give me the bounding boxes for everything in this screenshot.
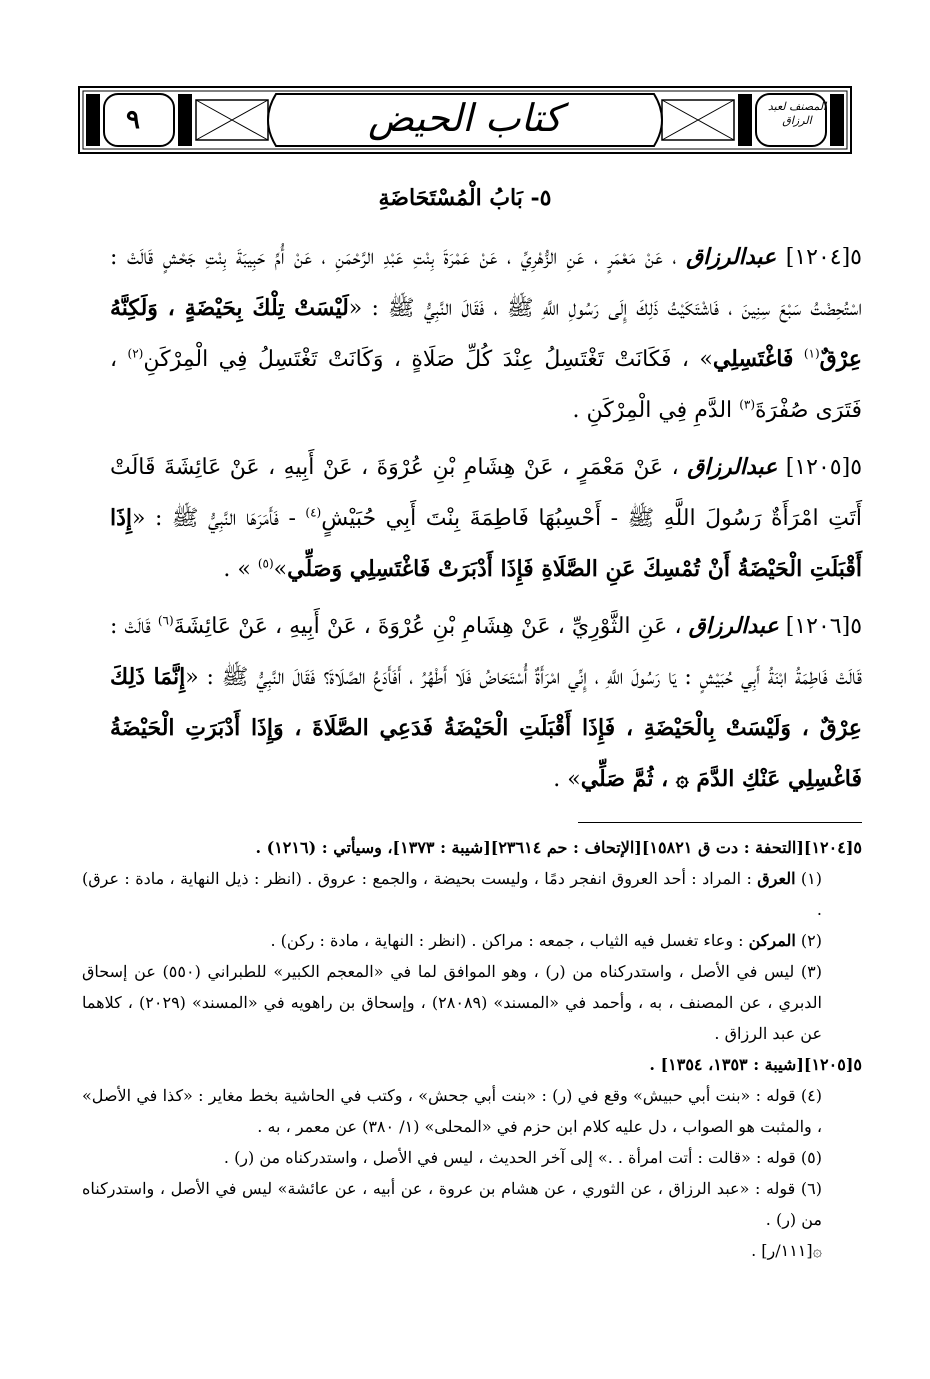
reference-line: ٥[١٢٠٥][شيبة : ١٣٥٣، ١٣٥٤] .: [649, 1055, 862, 1074]
footnote-number: (١): [800, 869, 822, 888]
narration-1205: [110, 442, 862, 595]
hadith-text: إِذَا أَقْبَلَتِ الْحَيْضَةُ أَنْ تُمْسِكَ عَنِ الصَّلَاةِ فَإِذَا أَدْبَرَتْ فَاغْتَسِلِي وَصَلِّي: [110, 505, 862, 582]
footnote-ref: (١): [803, 346, 820, 361]
reference-line: ٥[١٢٠٤][التحفة : دت ق ١٥٨٢١][الإتحاف : حم ٢٣٦١٤][شيبة : ١٣٧٣]، وسيأتي : (١٢١٦) .: [255, 838, 862, 857]
chapter-title: ٥- بَابُ الْمُسْتَحَاضَةِ: [378, 185, 552, 211]
footnote: [82, 1173, 862, 1235]
main-text: [110, 232, 862, 811]
narration-1204: [110, 232, 862, 436]
footnote-text: قوله : «قالت : أتت امرأة . .» إلى آخر الحديث ، ليس في الأصل ، واستدركناه من (ر) .: [223, 1148, 796, 1167]
book-title: كتاب الحيض: [368, 96, 562, 140]
narrator-name: عبدالرزاق: [686, 244, 777, 270]
footnote-text: قوله : «عبد الرزاق ، عن الثوري ، عن هشام بن عروة ، عن أبيه ، عن عائشة» ليس في الأصل ، واستدركناه من (ر) .: [82, 1179, 822, 1229]
footnote: [82, 925, 862, 956]
footnotes: [82, 832, 862, 1266]
footnote: [82, 956, 862, 1049]
book-emblem: المصنف لعبد الرزاق: [767, 100, 827, 127]
footnote: [82, 1142, 862, 1173]
footnote-ref: (٢): [127, 346, 144, 361]
footnote-text: : المراد : أحد العروق انفجر دمًا ، وليست بحيضة ، والجمع : عروق . (انظر : ذيل النهاية ، مادة : عرق) .: [82, 869, 822, 919]
narration-text: قَالَتْ : قَالَتْ فَاطِمَةُ ابْنَةُ أَبِي حُبَيْشٍ : يَا رَسُولَ اللَّهِ ، إِنِّي امْرَأَةٌ أُسْتَحَاضُ فَلَا أَطْهُرُ ، أَفَأَدَعُ الصَّلَاةَ؟ فَقَالَ النَّبِيُّ ﷺ : «: [110, 614, 862, 690]
narration-text: ، عَنْ مَعْمَرٍ ، عَنِ الزُّهْرِيِّ ، عَنْ عَمْرَةَ بِنْتِ عَبْدِ الرَّحْمَنِ ، عَنْ أُمِّ حَبِيبَةَ بِنْتِ جَحْشٍ قَالَتْ : اسْتُحِضْتُ سَبْعَ سِنِينَ ، فَاشْتَكَيْتُ ذَلِكَ إِلَى رَسُولِ اللَّهِ ﷺ ، فَقَالَ النَّبِيُّ ﷺ : «: [110, 245, 862, 321]
footnote-term: العرق: [757, 869, 796, 888]
narration-text: ، فَتَرَى صُفْرَةَ: [110, 347, 862, 423]
narration-text: »: [273, 557, 288, 582]
footnote-number: (٦): [800, 1179, 823, 1198]
page-number: ٩: [126, 105, 140, 135]
narration-number: ٥[١٢٠٦]: [785, 614, 863, 639]
manuscript-marker: ۞[١١١/ر] .: [751, 1241, 822, 1260]
footnote-ref: (٦): [157, 613, 174, 628]
narrator-name: عبدالرزاق: [688, 613, 779, 639]
footnote-ref: (٣): [739, 397, 756, 412]
narration-number: ٥[١٢٠٥]: [785, 455, 863, 480]
narration-text: ، عَنِ الثَّوْرِيِّ ، عَنْ هِشَامِ بْنِ عُرْوَةَ ، عَنْ أَبِيهِ ، عَنْ عَائِشَةَ: [173, 614, 682, 639]
narration-text: الدَّمِ فِي الْمِرْكَنِ .: [572, 398, 733, 423]
footnote-number: (٥): [800, 1148, 822, 1167]
footnote-number: (٢): [800, 931, 822, 950]
footnote: [82, 863, 862, 925]
narration-text: ، عَنْ مَعْمَرٍ ، عَنْ هِشَامِ بْنِ عُرْوَةَ ، عَنْ أَبِيهِ ، عَنْ عَائِشَةَ قَالَتْ أَتَتِ امْرَأَةٌ رَسُولَ اللَّهِ ﷺ - أَحْسِبُهَا فَاطِمَةَ بِنْتَ أَبِي حُبَيْشٍ: [110, 455, 863, 531]
footnote-term: المركن: [748, 931, 796, 950]
narration-text: - فَأَمَرَهَا النَّبِيُّ ﷺ : «: [132, 506, 296, 531]
footnote-divider: [578, 822, 862, 823]
hadith-text: فَاغْتَسِلِي: [712, 346, 794, 372]
footnote-text: قوله : «بنت أبي حبيش» وقع في (ر) : «بنت أبي جحش» ، وكتب في الحاشية بخط مغاير : «كذا في الأصل» ، والمثبت هو الصواب ، دل عليه كلام ابن حزم في «المحلى» (١/ ٣٨٠) عن معمر ، به .: [82, 1086, 822, 1136]
hadith-text: لَيْسَتْ تِلْكَ بِحَيْضَةٍ ، وَلَكِنَّهُ عِرْقٌ: [110, 295, 863, 372]
narrator-name: عبدالرزاق: [687, 454, 778, 480]
footnote-text: ليس في الأصل ، واستدركناه من (ر) ، وهو الموافق لما في «المعجم الكبير» للطبراني (٥٥٠) عن إسحاق الدبري ، عن المصنف ، به ، وأحمد في «المسند» (٢٨٠٨٩) ، وإسحاق بن راهويه في «المسند» (٢٠٢٩) ، كلاهما عن عبد الرزاق .: [82, 962, 822, 1043]
narration-text: » .: [223, 557, 251, 582]
narration-number: ٥[١٢٠٤]: [785, 245, 862, 270]
footnote-ref: (٥): [257, 556, 274, 571]
footnote: [82, 1080, 862, 1142]
narration-1206: [110, 601, 862, 805]
narration-text: » .: [553, 767, 581, 792]
hadith-text: إِنَّمَا ذَلِكَ عِرْقٌ ، وَلَيْسَتْ بِالْحَيْضَةِ ، فَإِذَا أَقْبَلَتِ الْحَيْضَةُ فَدَعِي الصَّلَاةَ ، وَإِذَا أَدْبَرَتِ الْحَيْضَةُ فَاغْسِلِي عَنْكِ الدَّمَ ۞ ، ثُمَّ صَلِّي: [110, 664, 862, 792]
narration-text: » ، فَكَانَتْ تَغْتَسِلُ عِنْدَ كُلِّ صَلَاةٍ ، وَكَانَتْ تَغْتَسِلُ فِي الْمِرْكَنِ: [143, 347, 713, 372]
footnote-number: (٤): [800, 1086, 822, 1105]
footnote-number: (٣): [800, 962, 822, 981]
footnote-text: : وعاء تغسل فيه الثياب ، جمعه : مراكن . (انظر : النهاية ، مادة : ركن) .: [270, 931, 744, 950]
footnote-ref: (٤): [305, 505, 322, 520]
